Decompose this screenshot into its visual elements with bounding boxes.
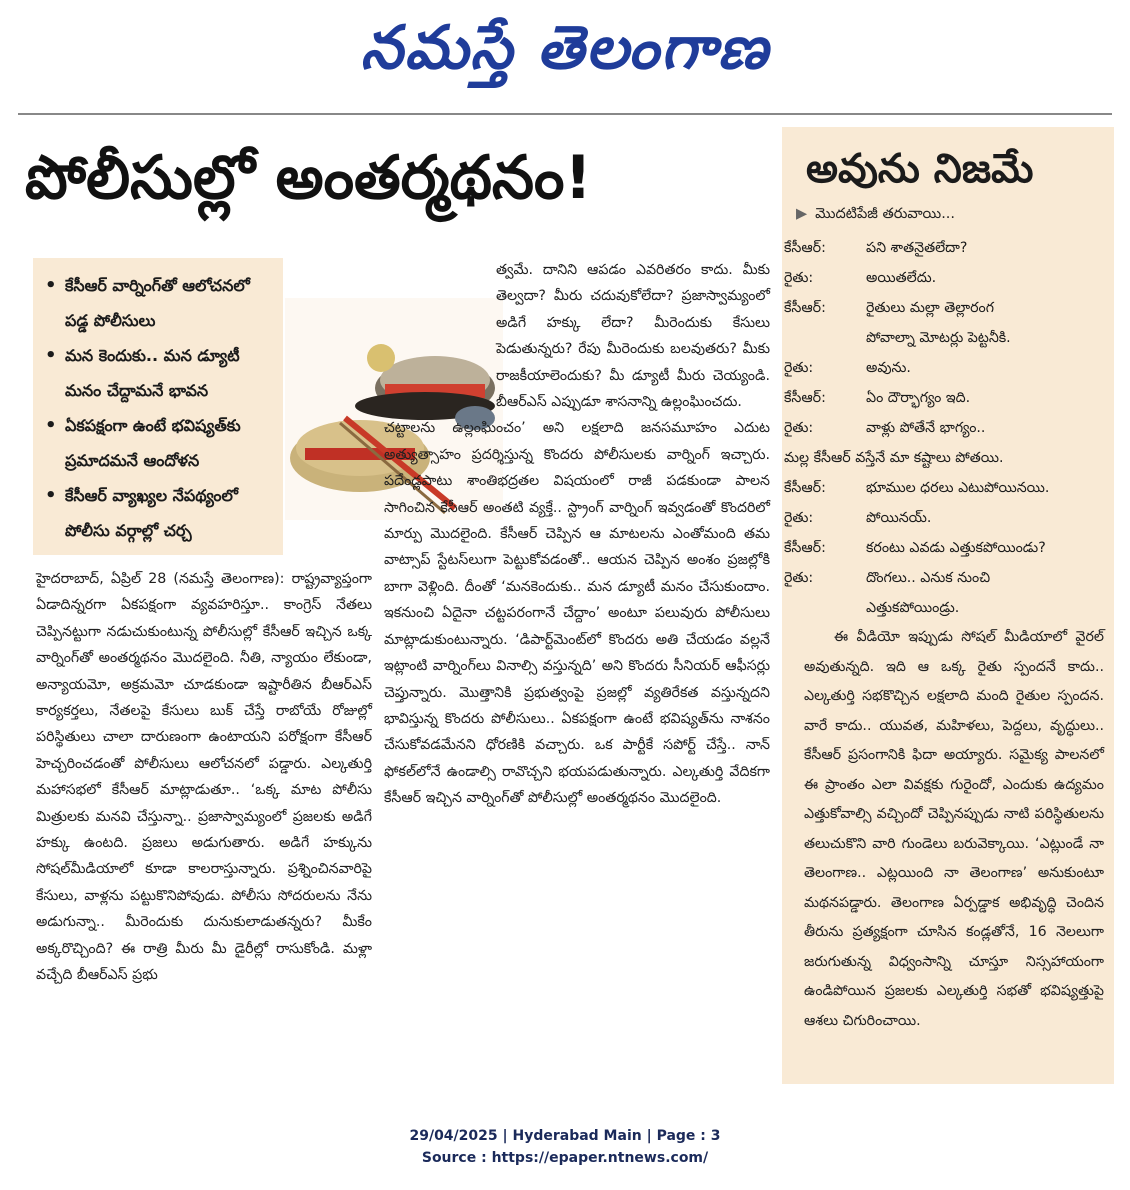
dialogue-text: పని శాతనైతలేదా? (866, 240, 968, 256)
bullet-icon: • (45, 275, 57, 296)
highlights-list (33, 258, 283, 548)
bullet-icon: • (45, 415, 57, 436)
speaker: రైతు: (784, 360, 814, 376)
dialogue-text: కరంటు ఎవడు ఎత్తుకపోయిండు? (866, 540, 1046, 556)
article-paragraph: త్వమే. దానిని ఆపడం ఎవరితరం కాదు. మీకు తెల్వదా? మీరు చదువుకోలేదా? ప్రజాస్వామ్యంలో అడిగే హక్కు లేదా? మీరెందుకు కేసులు పెడుతున్నరు? రేపు మీరెందుకు బలవుతరు? మీకు రాజకీయాలెందుకు? మీ డ్యూటీ మీరు చెయ్యండి. బీఆర్‌ఎస్ ఎప్పుడూ శాసనాన్ని ఉల్లంఘించదు. (496, 262, 770, 411)
dialogue-line (782, 353, 1114, 383)
highlight-text: మన కెందుకు.. మన డ్యూటీ మనం చేద్దామనే భావన (65, 346, 240, 400)
dialogue-text: ఏం దౌర్భాగ్యం ఇది. (866, 390, 971, 406)
dialogue-line (782, 503, 1114, 533)
sidebar-paragraph-text: ఈ వీడియో ఇప్పుడు సోషల్ మీడియాలో వైరల్ అవుతున్నది. ఇది ఆ ఒక్క రైతు స్పందనే కాదు.. ఎల్కతుర్తి సభకొచ్చిన లక్షలాది మంది రైతుల స్పందన. వారే కాదు.. యువత, మహిళలు, పెద్దలు, వృద్ధులు.. కేసీఆర్ ప్రసంగానికి ఫిదా అయ్యారు. సమైక్య పాలనలో ఈ ప్రాంతం ఎలా వివక్షకు గురైందో, ఎందుకు ఉద్యమం ఎత్తుకోవాల్సి వచ్చిందో చెప్పినప్పుడు నాటి పరిస్థితులను తలుచుకొని వారి గుండెలు బరువెక్కాయి. ‘ఎట్లుండే నా తెలంగాణ.. ఎట్లయింది నా తెలంగాణ’ అనుకుంటూ మథనపడ్డారు. తెలంగాణ ఏర్పడ్డాక అభివృద్ధి చెందిన తీరును ప్రత్యక్షంగా చూసిన కండ్లతోనే, 16 నెలలుగా జరుగుతున్న విధ్వంసాన్ని చూస్తూ నిస్సహాయంగా ఉండిపోయిన ప్రజలకు ఎల్కతుర్తి సభతో భవిష్యత్తుపై ఆశలు చిగురించాయి. (804, 629, 1104, 1029)
dialogue-text-continued: పోవాల్నా మోటర్లు పెట్టనీకి. (866, 330, 1011, 346)
highlight-item (43, 338, 275, 408)
sidebar-subtitle-text: మొదటిపేజీ తరువాయి... (815, 206, 956, 222)
masthead-divider (18, 113, 1112, 115)
dialogue-line (782, 263, 1114, 293)
sidebar-box (782, 127, 1114, 1084)
bullet-icon: • (45, 345, 57, 366)
dialogue-text: రైతులు మల్లా తెల్లారంగ (866, 300, 994, 316)
dialogue-text: భూముల ధరలు ఎటుపోయినయి. (866, 480, 1050, 496)
highlight-item (43, 268, 275, 338)
dialogue-line (782, 533, 1114, 563)
dialogue-text-continued: ఎత్తుకపోయిండ్రు. (866, 600, 960, 616)
speaker: కేసీఆర్: (784, 240, 826, 256)
article-headline: పోలీసుల్లో అంతర్మథనం! (25, 143, 592, 213)
page-footer (0, 1125, 1130, 1169)
dialogue-text: దొంగలు.. ఎనుక నుంచి (866, 570, 991, 586)
dialogue-line (782, 293, 1114, 353)
highlight-text: ఏకపక్షంగా ఉంటే భవిష్యత్‌కు ప్రమాదమనే ఆందోళన (65, 416, 241, 470)
article-column-1 (36, 566, 372, 1086)
dialogue-line (782, 233, 1114, 263)
article-paragraph: చట్టాలను ఉల్లంఘించం’ అని లక్షలాది జనసమూహం ఎదుట అత్యుత్సాహం ప్రదర్శిస్తున్న కొందరు పోలీసులకు వార్నింగ్ ఇచ్చారు. పదేండ్లపాటు శాంతిభద్రతల విషయంలో రాజీ పడకుండా పాలన సాగించిన కేసీఆర్ అంతటి వ్యక్తే.. స్ట్రాంగ్ వార్నింగ్ ఇవ్వడంతో కొందరిలో మార్పు మొదలైంది. కేసీఆర్ చెప్పిన ఆ మాటలను ఎంతోమంది తమ వాట్సాప్ స్టేటస్‌లుగా పెట్టుకోవడంతో.. ఆయన చెప్పిన అంశం ప్రజల్లోకి బాగా వెళ్లింది. దీంతో ‘మనకెందుకు.. మన డ్యూటీ మనం చేసుకుందాం. ఇకనుంచి ఏదైనా చట్టపరంగానే చేద్దాం’ అంటూ పలువురు పోలీసులు మాట్లాడుకుంటున్నారు. ‘డిపార్ట్‌మెంట్‌లో కొందరు అతి చేయడం వల్లనే ఇట్లాంటి వార్నింగ్‌లు వినాల్సి వస్తున్నది’ అని కొందరు సీనియర్ ఆఫీసర్లు చెప్తున్నారు. మొత్తానికి ప్రభుత్వంపై ప్రజల్లో వ్యతిరేకత వస్తున్నదని భావిస్తున్న కొందరు పోలీసులు.. ఏకపక్షంగా ఉంటే భవిష్యత్‌ను నాశనం చేసుకోవడమేనని ధోరణికి వచ్చారు. ఒక పార్టీకే సపోర్ట్ చేస్తే.. నాన్ ఫోకల్‌లోనే ఉండాల్సి రావొచ్చని భయపడుతున్నారు. ఎల్కతుర్తి వేదికగా కేసీఆర్ ఇచ్చిన వార్నింగ్‌తో పోలీసుల్లో అంతర్మథనం మొదలైంది. (384, 420, 770, 807)
arrow-right-icon: ▶ (796, 206, 808, 222)
dialogue-list (782, 233, 1114, 623)
article-paragraph: హైదరాబాద్, ఏప్రిల్ 28 (నమస్తే తెలంగాణ): రాష్ట్రవ్యాప్తంగా ఏడాదిన్నరగా ఏకపక్షంగా వ్యవహరిస్తూ.. కాంగ్రెస్ నేతలు చెప్పినట్టుగా నడుచుకుంటున్న పోలీసుల్లో కేసీఆర్ ఇచ్చిన ఒక్క వార్నింగ్‌తో అంతర్మథనం మొదలైంది. నీతి, న్యాయం లేకుండా, అన్యాయమో, అక్రమమో చూడకుండా ఇష్టారీతిన బీఆర్‌ఎస్ కార్యకర్తలు, నేతలపై కేసులు బుక్ చేస్తే రాబోయే రోజుల్లో పరిస్థితులు చాలా దారుణంగా ఉంటాయని పరోక్షంగా కేసీఆర్ హెచ్చరించడంతో పోలీసులు ఆలోచనలో పడ్డారు. ఎల్కతుర్తి మహాసభలో కేసీఆర్ మాట్లాడుతూ.. ‘ఒక్క మాట పోలీసు మిత్రులకు మనవి చేస్తున్నా.. ప్రజాస్వామ్యంలో ప్రజలకు అడిగే హక్కు ఉంటది. ప్రజలు అడుగుతారు. అడిగే హక్కును సోషల్‌మీడియాలో కూడా కాలరాస్తున్నారు. ప్రశ్నించినవారిపై కేసులు, వాళ్లను పట్టుకొనిపోవుడు. పోలీసు సోదరులను నేను అడుగున్నా.. మీరెందుకు దునుకులాడుతన్నరు? మీకేం అక్కరొచ్చింది? ఈ రాత్రి మీరు మీ డైరీల్లో రాసుకోండి. మళ్లా వచ్చేది బీఆర్‌ఎస్ ప్రభు (36, 571, 372, 984)
article-column-2 (384, 257, 770, 1087)
speaker: కేసీఆర్: (784, 300, 826, 316)
sidebar-subtitle (796, 206, 955, 226)
speaker: రైతు: (784, 270, 814, 286)
dialogue-line (782, 473, 1114, 503)
dialogue-text-block (866, 293, 1114, 353)
dialogue-text: పోయినయ్. (866, 510, 932, 526)
highlight-text: కేసీఆర్ వ్యాఖ్యల నేపథ్యంలో పోలీసు వర్గాల్లో చర్చ (65, 486, 238, 540)
dialogue-text-continued: మల్ల కేసీఆర్ వస్తేనే మా కష్టాలు పోతయి. (784, 450, 1004, 466)
highlight-item (43, 478, 275, 548)
dialogue-text: వాళ్లు పోతేనే భాగ్యం.. (866, 420, 986, 436)
footer-date-edition: 29/04/2025 | Hyderabad Main | Page : 3 (409, 1128, 721, 1144)
dialogue-line (782, 413, 1114, 473)
dialogue-text: అయితలేదు. (866, 270, 937, 286)
sidebar-paragraph (804, 623, 1104, 1036)
footer-source-link[interactable]: Source : https://epaper.ntnews.com/ (421, 1150, 709, 1166)
speaker: కేసీఆర్: (784, 390, 826, 406)
speaker: రైతు: (784, 510, 814, 526)
dialogue-line (782, 383, 1114, 413)
speaker: రైతు: (784, 570, 814, 586)
dialogue-text-block (866, 563, 1114, 623)
highlight-item (43, 408, 275, 478)
sidebar-title: అవును నిజమే (806, 146, 1034, 192)
speaker: కేసీఆర్: (784, 540, 826, 556)
bullet-icon: • (45, 485, 57, 506)
highlights-box (33, 258, 283, 555)
dialogue-text: అవును. (866, 360, 911, 376)
speaker: కేసీఆర్: (784, 480, 826, 496)
dialogue-line (782, 563, 1114, 623)
highlight-text: కేసీఆర్ వార్నింగ్‌తో ఆలోచనలో పడ్డ పోలీసులు (65, 276, 250, 330)
speaker: రైతు: (784, 420, 814, 436)
newspaper-masthead: నమస్తే తెలంగాణ (360, 13, 770, 83)
